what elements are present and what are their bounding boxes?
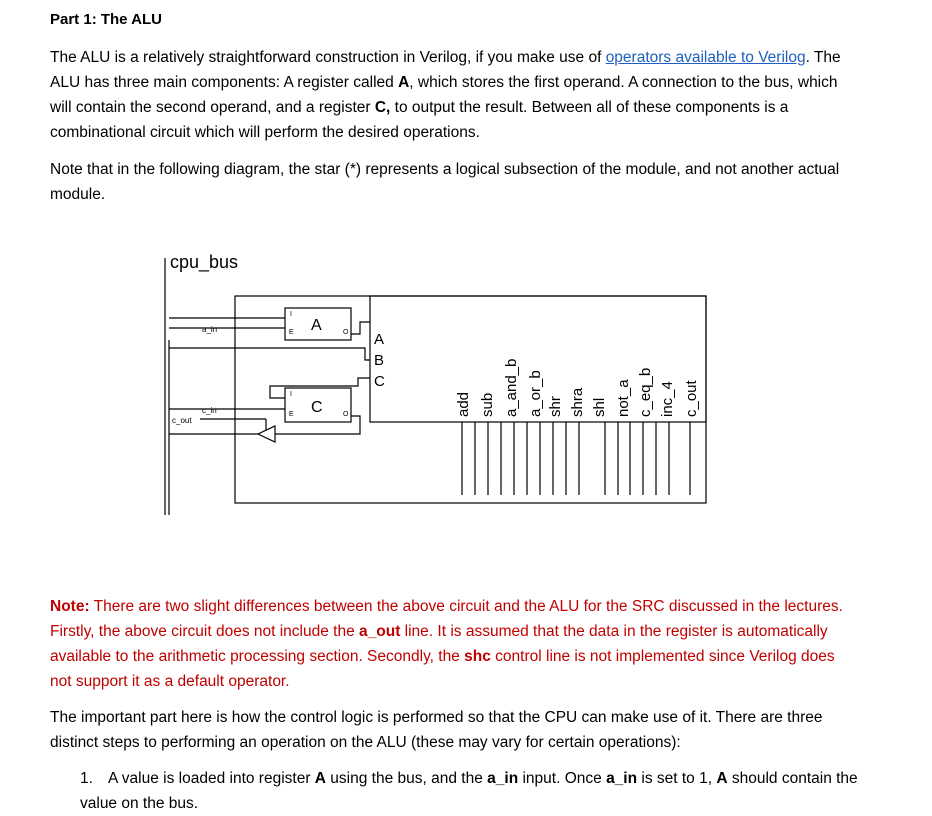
a-in-label: a_in xyxy=(202,325,218,334)
reg-a-label: A xyxy=(311,317,322,334)
intro-paragraph: The ALU is a relatively straightforward construction in Verilog, if you make use of operators available to Verilog. The ALU has three main components: A register called A, which stores the first operand. A connection to the bus, which will contain the second operand, and a register C, to output the result. Between all of these components is a combinational circuit which will perform the desired operations. xyxy=(50,49,841,141)
note-paragraph: Note: There are two slight differences between the above circuit and the ALU for the SRC discussed in the lectures. Firstly, the above circuit does not include the a_out line. It is assumed that the data in the register is automatically available to the arithmetic processing section. Secondly, the shc control line is not implemented since Verilog does not support it as a default operator. xyxy=(50,598,843,690)
control-line-shr: shr xyxy=(547,396,564,417)
list-item: 1. A value is loaded into register A using the bus, and the a_in input. Once a_in is set to 1, A should contain the value on the bus. xyxy=(80,770,858,812)
reg-c-port-e: E xyxy=(289,411,294,418)
section-heading: Part 1: The ALU xyxy=(50,11,162,28)
control-line-sub: sub xyxy=(479,392,496,417)
control-line-not-a: not_a xyxy=(615,379,632,417)
control-line-shl: shl xyxy=(591,397,608,417)
alu-diagram xyxy=(160,240,720,530)
reg-c-port-o: O xyxy=(343,411,349,418)
control-line-c-out: c_out xyxy=(683,380,700,417)
reg-c-port-i: I xyxy=(290,391,292,398)
control-line-add: add xyxy=(455,391,472,417)
control-logic-paragraph: The important part here is how the control logic is performed so that the CPU can make use of it. There are three distinct steps to performing an operation on the ALU (these may vary for certain operations): xyxy=(50,709,823,751)
c-in-label: c_in xyxy=(202,406,217,415)
c-out-label: c_out xyxy=(172,416,192,425)
control-lines xyxy=(462,422,690,495)
control-line-a-and-b: a_and_b xyxy=(503,358,520,417)
reg-a-port-e: E xyxy=(289,329,294,336)
alu-input-a: A xyxy=(374,331,385,348)
reg-a-port-o: O xyxy=(343,329,349,336)
reg-a-port-i: I xyxy=(290,311,292,318)
alu-input-b: B xyxy=(374,352,385,369)
reg-c-label: C xyxy=(311,399,323,416)
control-line-shra: shra xyxy=(569,387,586,417)
diagram-note-paragraph: Note that in the following diagram, the star (*) represents a logical subsection of the module, and not another actual module. xyxy=(50,161,840,203)
alu-input-c: C xyxy=(374,373,385,390)
control-line-inc-4: inc_4 xyxy=(659,381,676,417)
verilog-operators-link[interactable]: operators available to Verilog xyxy=(605,49,806,66)
control-line-c-eq-b: c_eq_b xyxy=(637,367,654,417)
bus-label: cpu_bus xyxy=(170,252,239,272)
control-line-a-or-b: a_or_b xyxy=(527,370,544,417)
